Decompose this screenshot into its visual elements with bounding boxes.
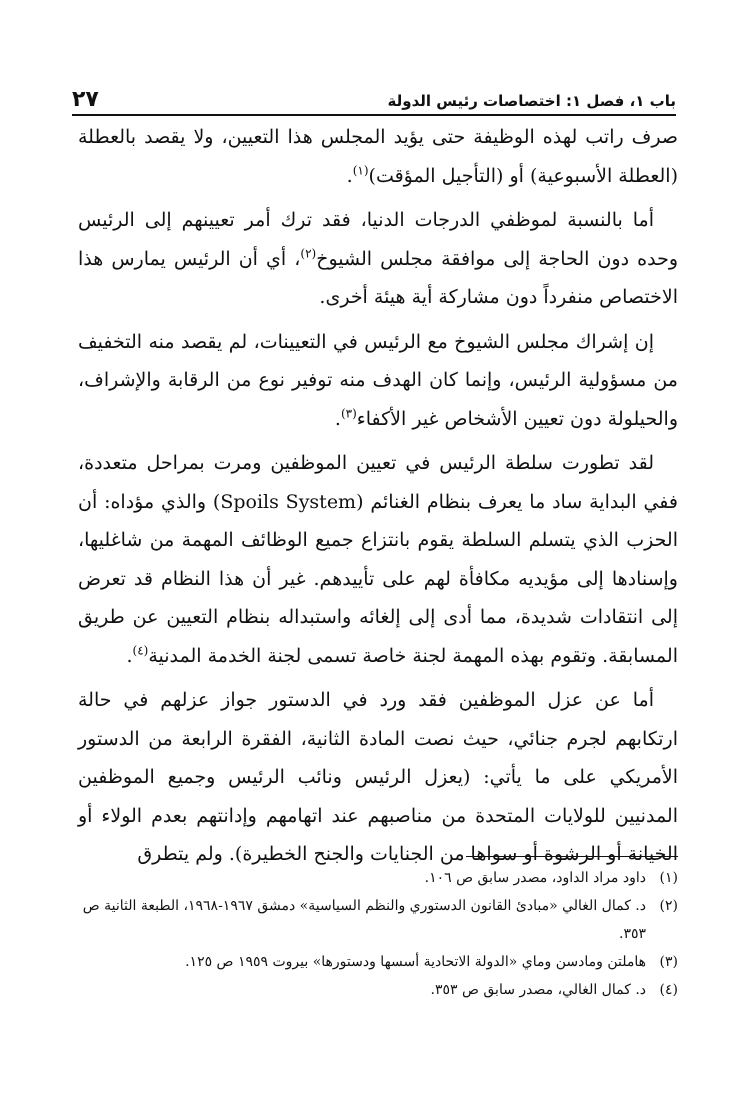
footnote-number: (١)	[659, 870, 678, 886]
footnote-number: (٤)	[659, 982, 678, 998]
paragraph-text: أما عن عزل الموظفين فقد ورد في الدستور جواز عزلهم في حالة ارتكابهم لجرم جنائي، حيث نصت المادة الثانية، الفقرة الرابعة من الدستور الأمريكي على ما يأتي: (يعزل الرئيس ونائب الرئيس وجميع الموظفين المدنيين للولايات المتحدة من مناصبهم عند اتهامهم وإدانتهم بعدم الولاء أو الخيانة أو الرشوة أو سواها من الجنايات والجنح الخطيرة). ولم يتطرق	[78, 689, 678, 865]
footnote-item	[78, 976, 678, 1004]
footnote-text: هاملتن ومادسن وماي «الدولة الاتحادية أسسها ودستورها» بيروت ١٩٥٩ ص ١٢٥.	[185, 954, 646, 970]
paragraph	[78, 323, 678, 439]
footnote-ref: (٣)	[340, 406, 357, 421]
paragraph-text: إن إشراك مجلس الشيوخ مع الرئيس في التعيينات، لم يقصد منه التخفيف من مسؤولية الرئيس، وإنما كان الهدف منه توفير نوع من الرقابة والإشراف، والحيلولة دون تعيين الأشخاص غير الأكفاء	[78, 330, 678, 430]
paragraph	[78, 681, 678, 874]
paragraph	[78, 201, 678, 317]
footnote-text: د. كمال الغالي «مبادئ القانون الدستوري والنظم السياسية» دمشق ١٩٦٧-١٩٦٨، الطبعة الثانية ص ٣٥٣.	[82, 898, 646, 942]
footnote-number: (٢)	[659, 898, 678, 914]
footnote-number: (٣)	[659, 954, 678, 970]
footnote-item	[78, 948, 678, 976]
paragraph	[78, 444, 678, 675]
footnote-text: د. كمال الغالي، مصدر سابق ص ٣٥٣.	[430, 982, 646, 998]
paragraph-tail: .	[346, 164, 353, 187]
chapter-title: باب ١، فصل ١: اختصاصات رئيس الدولة	[387, 92, 676, 110]
running-header	[72, 84, 676, 116]
footnote-item	[78, 892, 678, 948]
paragraph-tail: .	[334, 407, 341, 430]
paragraph-text: صرف راتب لهذه الوظيفة حتى يؤيد المجلس هذا التعيين، ولا يقصد بالعطلة (العطلة الأسبوعية) أو (التأجيل المؤقت)	[78, 126, 678, 187]
paragraph-tail: ، أي أن الرئيس يمارس هذا الاختصاص منفرداً دون مشاركة أية هيئة أخرى.	[78, 247, 678, 308]
paragraph	[78, 118, 678, 195]
paragraph-text: أما بالنسبة لموظفي الدرجات الدنيا، فقد ترك أمر تعيينهم إلى الرئيس وحده دون الحاجة إلى موافقة مجلس الشيوخ	[78, 209, 678, 270]
footnote-ref: (١)	[352, 163, 369, 178]
footnote-ref: (٢)	[300, 246, 317, 261]
footnote-ref: (٤)	[132, 643, 149, 658]
footnote-item	[78, 864, 678, 892]
footnote-divider	[466, 856, 678, 857]
main-text	[78, 118, 678, 880]
page-number: ٢٧	[72, 87, 99, 112]
paragraph-text: لقد تطورت سلطة الرئيس في تعيين الموظفين ومرت بمراحل متعددة، ففي البداية ساد ما يعرف بنظام الغنائم (Spoils System) والذي مؤداه: أن الحزب الذي يتسلم السلطة يقوم بانتزاع جميع الوظائف المهمة من شاغليها، وإسنادها إلى مؤيديه مكافأة لهم على تأييدهم. غير أن هذا النظام قد تعرض إلى انتقادات شديدة، مما أدى إلى إلغائه واستبداله بنظام التعيين عن طريق المسابقة. وتقوم بهذه المهمة لجنة خاصة تسمى لجنة الخدمة المدنية	[78, 452, 678, 667]
footnotes	[78, 864, 678, 1004]
footnote-text: داود مراد الداود، مصدر سابق ص ١٠٦.	[424, 870, 646, 886]
paragraph-tail: .	[126, 644, 133, 667]
